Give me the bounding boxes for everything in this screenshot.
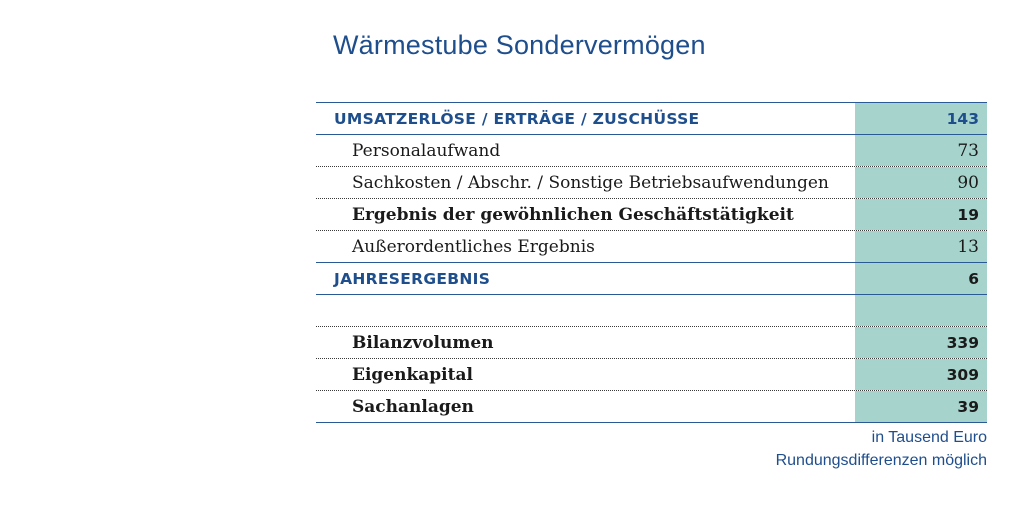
row-label: Außerordentliches Ergebnis [352, 236, 595, 257]
table-row-operating-result [316, 199, 987, 231]
table-row-fixed-assets [316, 391, 987, 423]
table-row-balance-volume [316, 327, 987, 359]
table-row-revenue [316, 103, 987, 135]
row-label: Sachkosten / Abschr. / Sonstige Betriebsaufwendungen [352, 172, 829, 193]
row-label: Eigenkapital [352, 364, 473, 385]
row-value: 13 [855, 231, 987, 262]
financial-table [316, 102, 987, 423]
row-value: 143 [855, 103, 987, 134]
row-value [855, 295, 987, 326]
table-row-personnel [316, 135, 987, 167]
table-row-annual-result [316, 263, 987, 295]
row-label: JAHRESERGEBNIS [334, 269, 491, 288]
row-value: 19 [855, 199, 987, 230]
row-label: Bilanzvolumen [352, 332, 494, 353]
table-row-equity [316, 359, 987, 391]
page-title: Wärmestube Sondervermögen [333, 30, 706, 60]
row-label: UMSATZERLÖSE / ERTRÄGE / ZUSCHÜSSE [334, 109, 700, 128]
row-value: 309 [855, 359, 987, 390]
row-value: 73 [855, 135, 987, 166]
unit-note: in Tausend Euro [871, 429, 987, 446]
row-label: Personalaufwand [352, 140, 501, 161]
row-value: 6 [855, 263, 987, 294]
row-label: Ergebnis der gewöhnlichen Geschäftstätigkeit [352, 204, 794, 225]
row-label: Sachanlagen [352, 396, 474, 417]
row-value: 39 [855, 391, 987, 422]
table-notes [776, 426, 987, 472]
table-row-material-costs [316, 167, 987, 199]
table-row-extraordinary-result [316, 231, 987, 263]
rounding-note: Rundungsdifferenzen möglich [775, 452, 987, 469]
table-row-spacer [316, 295, 987, 327]
row-value: 339 [855, 327, 987, 358]
row-value: 90 [855, 167, 987, 198]
